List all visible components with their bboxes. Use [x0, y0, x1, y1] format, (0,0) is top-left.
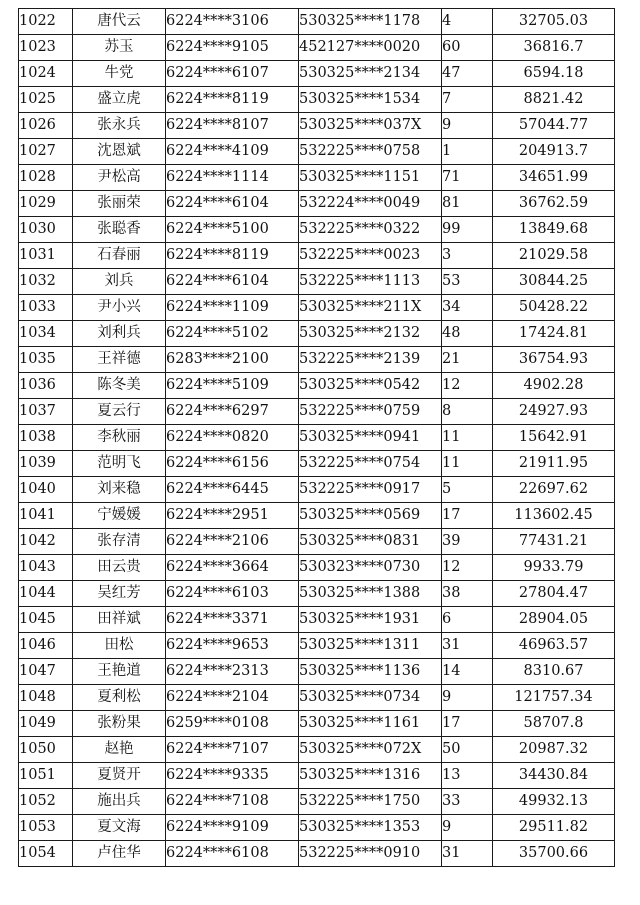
count-cell: 21: [442, 347, 493, 373]
name-cell: 田松: [73, 633, 166, 659]
amount-cell: 21911.95: [493, 451, 615, 477]
amount-cell: 49932.13: [493, 789, 615, 815]
bank-card-cell: 6224****9109: [166, 815, 299, 841]
count-cell: 50: [442, 737, 493, 763]
row-number-cell: 1023: [19, 35, 73, 61]
row-number-cell: 1045: [19, 607, 73, 633]
id-number-cell: 532224****0049: [299, 191, 442, 217]
row-number-cell: 1048: [19, 685, 73, 711]
bank-card-cell: 6224****2104: [166, 685, 299, 711]
bank-card-cell: 6224****6103: [166, 581, 299, 607]
count-cell: 12: [442, 373, 493, 399]
amount-cell: 4902.28: [493, 373, 615, 399]
count-cell: 31: [442, 633, 493, 659]
id-number-cell: 530325****0734: [299, 685, 442, 711]
roster-table-body: [19, 9, 615, 867]
roster-table: [18, 8, 615, 867]
count-cell: 99: [442, 217, 493, 243]
row-number-cell: 1042: [19, 529, 73, 555]
count-cell: 31: [442, 841, 493, 867]
table-row: [19, 815, 615, 841]
row-number-cell: 1035: [19, 347, 73, 373]
row-number-cell: 1033: [19, 295, 73, 321]
bank-card-cell: 6224****9653: [166, 633, 299, 659]
name-cell: 唐代云: [73, 9, 166, 35]
table-row: [19, 321, 615, 347]
count-cell: 34: [442, 295, 493, 321]
table-row: [19, 139, 615, 165]
bank-card-cell: 6224****6297: [166, 399, 299, 425]
id-number-cell: 530325****1161: [299, 711, 442, 737]
name-cell: 夏贤开: [73, 763, 166, 789]
name-cell: 李秋丽: [73, 425, 166, 451]
id-number-cell: 532225****0322: [299, 217, 442, 243]
table-row: [19, 9, 615, 35]
amount-cell: 24927.93: [493, 399, 615, 425]
bank-card-cell: 6259****0108: [166, 711, 299, 737]
amount-cell: 58707.8: [493, 711, 615, 737]
row-number-cell: 1024: [19, 61, 73, 87]
amount-cell: 204913.7: [493, 139, 615, 165]
count-cell: 9: [442, 815, 493, 841]
amount-cell: 36754.93: [493, 347, 615, 373]
amount-cell: 8821.42: [493, 87, 615, 113]
row-number-cell: 1030: [19, 217, 73, 243]
table-row: [19, 711, 615, 737]
name-cell: 张粉果: [73, 711, 166, 737]
name-cell: 王艳道: [73, 659, 166, 685]
bank-card-cell: 6224****1114: [166, 165, 299, 191]
amount-cell: 50428.22: [493, 295, 615, 321]
bank-card-cell: 6224****3371: [166, 607, 299, 633]
document-page: [18, 8, 614, 867]
table-row: [19, 529, 615, 555]
id-number-cell: 530325****2134: [299, 61, 442, 87]
row-number-cell: 1053: [19, 815, 73, 841]
name-cell: 吴红芳: [73, 581, 166, 607]
count-cell: 7: [442, 87, 493, 113]
id-number-cell: 530325****1931: [299, 607, 442, 633]
name-cell: 苏玉: [73, 35, 166, 61]
count-cell: 33: [442, 789, 493, 815]
count-cell: 4: [442, 9, 493, 35]
amount-cell: 34430.84: [493, 763, 615, 789]
row-number-cell: 1043: [19, 555, 73, 581]
amount-cell: 34651.99: [493, 165, 615, 191]
table-row: [19, 555, 615, 581]
table-row: [19, 633, 615, 659]
id-number-cell: 532225****1750: [299, 789, 442, 815]
table-row: [19, 399, 615, 425]
name-cell: 沈恩斌: [73, 139, 166, 165]
amount-cell: 30844.25: [493, 269, 615, 295]
amount-cell: 113602.45: [493, 503, 615, 529]
row-number-cell: 1052: [19, 789, 73, 815]
table-row: [19, 425, 615, 451]
id-number-cell: 530325****0831: [299, 529, 442, 555]
bank-card-cell: 6224****6104: [166, 191, 299, 217]
id-number-cell: 532225****2139: [299, 347, 442, 373]
name-cell: 张存清: [73, 529, 166, 555]
bank-card-cell: 6224****6104: [166, 269, 299, 295]
row-number-cell: 1041: [19, 503, 73, 529]
bank-card-cell: 6224****7107: [166, 737, 299, 763]
name-cell: 刘兵: [73, 269, 166, 295]
count-cell: 6: [442, 607, 493, 633]
count-cell: 9: [442, 113, 493, 139]
name-cell: 尹松高: [73, 165, 166, 191]
table-row: [19, 347, 615, 373]
name-cell: 王祥德: [73, 347, 166, 373]
count-cell: 13: [442, 763, 493, 789]
name-cell: 牛党: [73, 61, 166, 87]
row-number-cell: 1047: [19, 659, 73, 685]
table-row: [19, 763, 615, 789]
name-cell: 陈冬美: [73, 373, 166, 399]
bank-card-cell: 6224****4109: [166, 139, 299, 165]
id-number-cell: 530325****1151: [299, 165, 442, 191]
amount-cell: 36762.59: [493, 191, 615, 217]
amount-cell: 29511.82: [493, 815, 615, 841]
id-number-cell: 532225****0754: [299, 451, 442, 477]
id-number-cell: 532225****0758: [299, 139, 442, 165]
bank-card-cell: 6224****7108: [166, 789, 299, 815]
name-cell: 夏云行: [73, 399, 166, 425]
table-row: [19, 451, 615, 477]
amount-cell: 17424.81: [493, 321, 615, 347]
id-number-cell: 452127****0020: [299, 35, 442, 61]
row-number-cell: 1032: [19, 269, 73, 295]
amount-cell: 9933.79: [493, 555, 615, 581]
count-cell: 47: [442, 61, 493, 87]
count-cell: 17: [442, 503, 493, 529]
row-number-cell: 1049: [19, 711, 73, 737]
bank-card-cell: 6224****9335: [166, 763, 299, 789]
count-cell: 14: [442, 659, 493, 685]
row-number-cell: 1040: [19, 477, 73, 503]
amount-cell: 21029.58: [493, 243, 615, 269]
bank-card-cell: 6224****8107: [166, 113, 299, 139]
table-row: [19, 243, 615, 269]
id-number-cell: 530325****2132: [299, 321, 442, 347]
bank-card-cell: 6224****8119: [166, 243, 299, 269]
table-row: [19, 789, 615, 815]
amount-cell: 20987.32: [493, 737, 615, 763]
count-cell: 60: [442, 35, 493, 61]
id-number-cell: 530325****1136: [299, 659, 442, 685]
amount-cell: 46963.57: [493, 633, 615, 659]
id-number-cell: 530325****211X: [299, 295, 442, 321]
count-cell: 11: [442, 425, 493, 451]
bank-card-cell: 6283****2100: [166, 347, 299, 373]
id-number-cell: 532225****0759: [299, 399, 442, 425]
id-number-cell: 530325****1534: [299, 87, 442, 113]
table-row: [19, 659, 615, 685]
amount-cell: 36816.7: [493, 35, 615, 61]
name-cell: 尹小兴: [73, 295, 166, 321]
name-cell: 夏文海: [73, 815, 166, 841]
row-number-cell: 1054: [19, 841, 73, 867]
name-cell: 田云贵: [73, 555, 166, 581]
id-number-cell: 530325****1388: [299, 581, 442, 607]
amount-cell: 32705.03: [493, 9, 615, 35]
amount-cell: 57044.77: [493, 113, 615, 139]
name-cell: 盛立虎: [73, 87, 166, 113]
count-cell: 81: [442, 191, 493, 217]
count-cell: 48: [442, 321, 493, 347]
row-number-cell: 1034: [19, 321, 73, 347]
count-cell: 9: [442, 685, 493, 711]
id-number-cell: 530325****0569: [299, 503, 442, 529]
row-number-cell: 1031: [19, 243, 73, 269]
table-row: [19, 61, 615, 87]
name-cell: 施出兵: [73, 789, 166, 815]
id-number-cell: 532225****0910: [299, 841, 442, 867]
count-cell: 8: [442, 399, 493, 425]
table-row: [19, 35, 615, 61]
name-cell: 刘来稳: [73, 477, 166, 503]
bank-card-cell: 6224****5100: [166, 217, 299, 243]
table-row: [19, 165, 615, 191]
count-cell: 71: [442, 165, 493, 191]
amount-cell: 8310.67: [493, 659, 615, 685]
count-cell: 11: [442, 451, 493, 477]
table-row: [19, 87, 615, 113]
name-cell: 宁媛媛: [73, 503, 166, 529]
amount-cell: 6594.18: [493, 61, 615, 87]
bank-card-cell: 6224****6107: [166, 61, 299, 87]
id-number-cell: 530325****1311: [299, 633, 442, 659]
bank-card-cell: 6224****8119: [166, 87, 299, 113]
table-row: [19, 477, 615, 503]
name-cell: 张聪香: [73, 217, 166, 243]
id-number-cell: 532225****0023: [299, 243, 442, 269]
row-number-cell: 1028: [19, 165, 73, 191]
table-row: [19, 607, 615, 633]
bank-card-cell: 6224****2951: [166, 503, 299, 529]
count-cell: 5: [442, 477, 493, 503]
bank-card-cell: 6224****6445: [166, 477, 299, 503]
id-number-cell: 530325****1178: [299, 9, 442, 35]
table-row: [19, 581, 615, 607]
row-number-cell: 1026: [19, 113, 73, 139]
id-number-cell: 530325****037X: [299, 113, 442, 139]
amount-cell: 27804.47: [493, 581, 615, 607]
count-cell: 12: [442, 555, 493, 581]
table-row: [19, 191, 615, 217]
name-cell: 张丽荣: [73, 191, 166, 217]
id-number-cell: 530325****0941: [299, 425, 442, 451]
row-number-cell: 1046: [19, 633, 73, 659]
table-row: [19, 295, 615, 321]
amount-cell: 15642.91: [493, 425, 615, 451]
name-cell: 赵艳: [73, 737, 166, 763]
table-row: [19, 269, 615, 295]
bank-card-cell: 6224****0820: [166, 425, 299, 451]
table-row: [19, 841, 615, 867]
id-number-cell: 530325****1316: [299, 763, 442, 789]
table-row: [19, 217, 615, 243]
table-row: [19, 373, 615, 399]
table-row: [19, 113, 615, 139]
bank-card-cell: 6224****1109: [166, 295, 299, 321]
bank-card-cell: 6224****6156: [166, 451, 299, 477]
name-cell: 田祥斌: [73, 607, 166, 633]
bank-card-cell: 6224****9105: [166, 35, 299, 61]
bank-card-cell: 6224****5102: [166, 321, 299, 347]
name-cell: 范明飞: [73, 451, 166, 477]
row-number-cell: 1037: [19, 399, 73, 425]
bank-card-cell: 6224****3106: [166, 9, 299, 35]
bank-card-cell: 6224****6108: [166, 841, 299, 867]
count-cell: 17: [442, 711, 493, 737]
id-number-cell: 530325****1353: [299, 815, 442, 841]
row-number-cell: 1044: [19, 581, 73, 607]
amount-cell: 35700.66: [493, 841, 615, 867]
amount-cell: 28904.05: [493, 607, 615, 633]
count-cell: 3: [442, 243, 493, 269]
name-cell: 夏利松: [73, 685, 166, 711]
row-number-cell: 1025: [19, 87, 73, 113]
amount-cell: 13849.68: [493, 217, 615, 243]
name-cell: 石春丽: [73, 243, 166, 269]
id-number-cell: 532225****1113: [299, 269, 442, 295]
row-number-cell: 1029: [19, 191, 73, 217]
table-row: [19, 737, 615, 763]
bank-card-cell: 6224****3664: [166, 555, 299, 581]
amount-cell: 121757.34: [493, 685, 615, 711]
row-number-cell: 1051: [19, 763, 73, 789]
id-number-cell: 530325****072X: [299, 737, 442, 763]
count-cell: 38: [442, 581, 493, 607]
amount-cell: 22697.62: [493, 477, 615, 503]
row-number-cell: 1050: [19, 737, 73, 763]
amount-cell: 77431.21: [493, 529, 615, 555]
name-cell: 刘利兵: [73, 321, 166, 347]
count-cell: 53: [442, 269, 493, 295]
name-cell: 张永兵: [73, 113, 166, 139]
count-cell: 1: [442, 139, 493, 165]
bank-card-cell: 6224****5109: [166, 373, 299, 399]
row-number-cell: 1022: [19, 9, 73, 35]
name-cell: 卢住华: [73, 841, 166, 867]
bank-card-cell: 6224****2106: [166, 529, 299, 555]
row-number-cell: 1039: [19, 451, 73, 477]
row-number-cell: 1036: [19, 373, 73, 399]
table-row: [19, 685, 615, 711]
count-cell: 39: [442, 529, 493, 555]
table-row: [19, 503, 615, 529]
id-number-cell: 530325****0542: [299, 373, 442, 399]
id-number-cell: 530323****0730: [299, 555, 442, 581]
id-number-cell: 532225****0917: [299, 477, 442, 503]
bank-card-cell: 6224****2313: [166, 659, 299, 685]
row-number-cell: 1027: [19, 139, 73, 165]
row-number-cell: 1038: [19, 425, 73, 451]
